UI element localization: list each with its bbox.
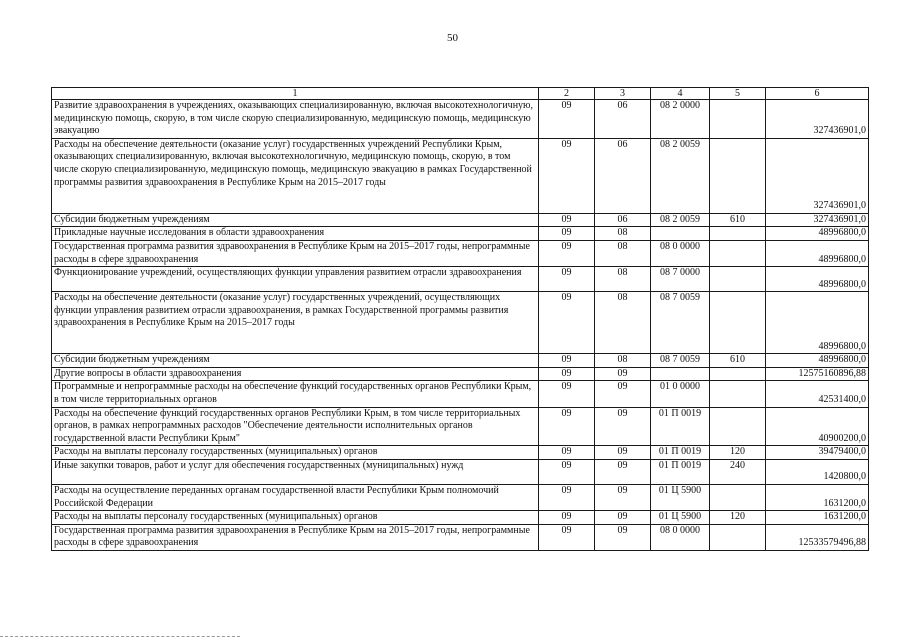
row-section-cell: 09 <box>539 100 595 139</box>
table-row <box>52 100 869 139</box>
row-target-article-cell: 01 П 0019 <box>651 459 710 484</box>
table-row <box>52 267 869 292</box>
row-target-article-cell: 01 0 0000 <box>651 381 710 407</box>
table-row <box>52 138 869 213</box>
scan-edge-marks <box>0 634 240 637</box>
row-target-article-cell: 08 2 0059 <box>651 213 710 227</box>
row-name-cell: Функционирование учреждений, осуществляющих функции управления развитием отрасли здравоохранения <box>52 267 539 292</box>
row-subsection-cell: 08 <box>595 292 651 354</box>
row-name-cell: Развитие здравоохранения в учреждениях, оказывающих специализированную, включая высокотехнологичную, медицинскую помощь, скорую, в том числе скорую специализированную, медицинскую помощь, медицинскую эвакуацию <box>52 100 539 139</box>
row-name-cell: Расходы на обеспечение функций государственных органов Республики Крым, в том числе территориальных органов, в рамках непрограммных расходов "Обеспечение деятельности исполнительных органов государственной власти Республики Крым" <box>52 407 539 446</box>
row-target-article-cell: 01 Ц 5900 <box>651 484 710 510</box>
row-amount-cell: 327436901,0 <box>766 213 869 227</box>
row-amount-cell: 48996800,0 <box>766 354 869 368</box>
row-subsection-cell: 06 <box>595 138 651 213</box>
row-amount-cell: 327436901,0 <box>766 100 869 139</box>
row-subsection-cell: 08 <box>595 354 651 368</box>
row-expense-type-cell <box>710 381 766 407</box>
row-subsection-cell: 09 <box>595 511 651 525</box>
row-amount-cell: 42531400,0 <box>766 381 869 407</box>
row-subsection-cell: 09 <box>595 484 651 510</box>
row-name-cell: Государственная программа развития здравоохранения в Республике Крым на 2015–2017 годы, непрограммные расходы в сфере здравоохранения <box>52 240 539 266</box>
row-expense-type-cell <box>710 407 766 446</box>
header-cell-name: 1 <box>52 88 539 100</box>
row-amount-cell: 39479400,0 <box>766 446 869 460</box>
row-name-cell: Субсидии бюджетным учреждениям <box>52 354 539 368</box>
row-subsection-cell: 09 <box>595 524 651 550</box>
row-amount-cell: 1631200,0 <box>766 484 869 510</box>
row-section-cell: 09 <box>539 407 595 446</box>
row-name-cell: Государственная программа развития здравоохранения в Республике Крым на 2015–2017 годы, непрограммные расходы в сфере здравоохранения <box>52 524 539 550</box>
table-header-row <box>52 88 869 100</box>
table-row <box>52 367 869 381</box>
table-row <box>52 213 869 227</box>
row-expense-type-cell: 120 <box>710 511 766 525</box>
row-expense-type-cell: 240 <box>710 459 766 484</box>
row-amount-cell: 1420800,0 <box>766 459 869 484</box>
table-row <box>52 511 869 525</box>
row-section-cell: 09 <box>539 292 595 354</box>
row-subsection-cell: 09 <box>595 446 651 460</box>
row-amount-cell: 48996800,0 <box>766 240 869 266</box>
row-section-cell: 09 <box>539 138 595 213</box>
row-section-cell: 09 <box>539 227 595 241</box>
row-section-cell: 09 <box>539 511 595 525</box>
row-subsection-cell: 06 <box>595 100 651 139</box>
row-target-article-cell: 08 0 0000 <box>651 240 710 266</box>
row-target-article-cell: 08 2 0059 <box>651 138 710 213</box>
row-name-cell: Иные закупки товаров, работ и услуг для обеспечения государственных (муниципальных) нужд <box>52 459 539 484</box>
row-amount-cell: 327436901,0 <box>766 138 869 213</box>
row-section-cell: 09 <box>539 459 595 484</box>
row-name-cell: Субсидии бюджетным учреждениям <box>52 213 539 227</box>
row-name-cell: Расходы на выплаты персоналу государственных (муниципальных) органов <box>52 511 539 525</box>
row-target-article-cell: 01 П 0019 <box>651 446 710 460</box>
row-amount-cell: 12533579496,88 <box>766 524 869 550</box>
row-target-article-cell: 08 7 0059 <box>651 354 710 368</box>
table-row <box>52 227 869 241</box>
row-name-cell: Расходы на обеспечение деятельности (оказание услуг) государственных учреждений, осуществляющих функции управления развитием отрасли здравоохранения, в рамках Государственной программы развития здравоохранения в Республике Крым на 2015–2017 годы <box>52 292 539 354</box>
row-name-cell: Расходы на обеспечение деятельности (оказание услуг) государственных учреждений Республики Крым, оказывающих специализированную, включая высокотехнологичную, медицинскую помощь, скорую, в том числе скорую специализированную, медицинскую помощь, медицинскую эвакуацию в рамках Государственной программы развития здравоохранения в Республике Крым на 2015–2017 годы <box>52 138 539 213</box>
row-expense-type-cell <box>710 267 766 292</box>
row-expense-type-cell <box>710 524 766 550</box>
row-expense-type-cell: 120 <box>710 446 766 460</box>
row-section-cell: 09 <box>539 240 595 266</box>
header-cell-subsection: 3 <box>595 88 651 100</box>
budget-table <box>51 87 869 551</box>
table-row <box>52 446 869 460</box>
table-row <box>52 484 869 510</box>
row-target-article-cell: 01 Ц 5900 <box>651 511 710 525</box>
row-amount-cell: 48996800,0 <box>766 227 869 241</box>
header-cell-target-article: 4 <box>651 88 710 100</box>
header-cell-expense-type: 5 <box>710 88 766 100</box>
row-amount-cell: 40900200,0 <box>766 407 869 446</box>
row-target-article-cell <box>651 367 710 381</box>
row-section-cell: 09 <box>539 367 595 381</box>
row-subsection-cell: 09 <box>595 407 651 446</box>
row-target-article-cell <box>651 227 710 241</box>
row-amount-cell: 48996800,0 <box>766 267 869 292</box>
row-target-article-cell: 08 0 0000 <box>651 524 710 550</box>
row-section-cell: 09 <box>539 446 595 460</box>
row-name-cell: Другие вопросы в области здравоохранения <box>52 367 539 381</box>
row-target-article-cell: 08 7 0000 <box>651 267 710 292</box>
header-cell-amount: 6 <box>766 88 869 100</box>
row-subsection-cell: 08 <box>595 240 651 266</box>
page-number: 50 <box>447 32 458 44</box>
row-section-cell: 09 <box>539 354 595 368</box>
row-subsection-cell: 09 <box>595 367 651 381</box>
row-amount-cell: 48996800,0 <box>766 292 869 354</box>
table-row <box>52 381 869 407</box>
row-expense-type-cell <box>710 100 766 139</box>
row-expense-type-cell <box>710 292 766 354</box>
row-target-article-cell: 08 7 0059 <box>651 292 710 354</box>
table-row <box>52 354 869 368</box>
row-name-cell: Расходы на выплаты персоналу государственных (муниципальных) органов <box>52 446 539 460</box>
row-amount-cell: 1631200,0 <box>766 511 869 525</box>
row-section-cell: 09 <box>539 267 595 292</box>
row-expense-type-cell: 610 <box>710 354 766 368</box>
row-section-cell: 09 <box>539 213 595 227</box>
row-expense-type-cell <box>710 484 766 510</box>
row-section-cell: 09 <box>539 524 595 550</box>
row-expense-type-cell: 610 <box>710 213 766 227</box>
table-row <box>52 292 869 354</box>
row-expense-type-cell <box>710 240 766 266</box>
row-section-cell: 09 <box>539 484 595 510</box>
row-target-article-cell: 01 П 0019 <box>651 407 710 446</box>
table-row <box>52 407 869 446</box>
row-expense-type-cell <box>710 227 766 241</box>
row-subsection-cell: 08 <box>595 227 651 241</box>
table-row <box>52 459 869 484</box>
row-subsection-cell: 08 <box>595 267 651 292</box>
row-name-cell: Прикладные научные исследования в области здравоохранения <box>52 227 539 241</box>
row-expense-type-cell <box>710 367 766 381</box>
row-section-cell: 09 <box>539 381 595 407</box>
row-name-cell: Программные и непрограммные расходы на обеспечение функций государственных органов Республики Крым, в том числе территориальных органов <box>52 381 539 407</box>
row-subsection-cell: 09 <box>595 459 651 484</box>
row-expense-type-cell <box>710 138 766 213</box>
table-row <box>52 524 869 550</box>
row-amount-cell: 12575160896,88 <box>766 367 869 381</box>
row-target-article-cell: 08 2 0000 <box>651 100 710 139</box>
header-cell-section: 2 <box>539 88 595 100</box>
row-subsection-cell: 09 <box>595 381 651 407</box>
table-row <box>52 240 869 266</box>
row-subsection-cell: 06 <box>595 213 651 227</box>
row-name-cell: Расходы на осуществление переданных органам государственной власти Республики Крым полномочий Российской Федерации <box>52 484 539 510</box>
